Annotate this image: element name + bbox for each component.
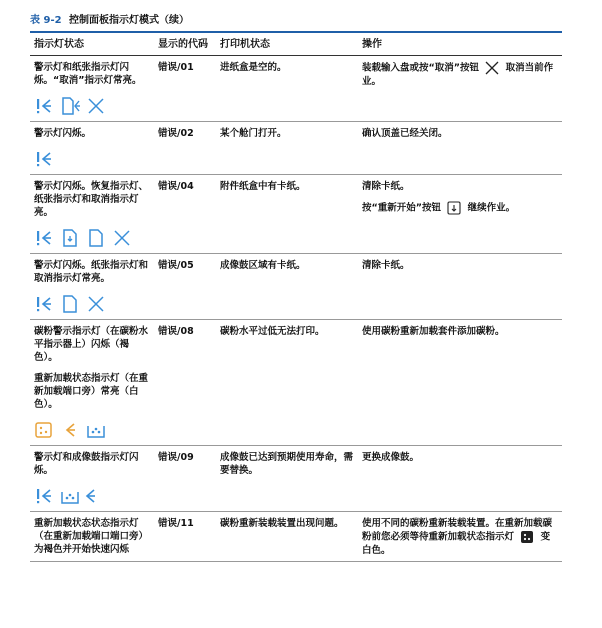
resume-instruction: 按“重新开始”按钮 xyxy=(362,202,441,214)
cell-printer-status: 某个舱门打开。 xyxy=(216,122,358,175)
status-text-2: 重新加载状态指示灯（在重新加载端口旁）常亮（白色）。 xyxy=(34,373,149,410)
table-title: 控制面板指示灯模式（续） xyxy=(69,15,190,26)
table-row xyxy=(30,175,562,254)
cell-action: 更换成像鼓。 xyxy=(358,446,562,512)
cell-printer-status: 成像鼓区域有卡纸。 xyxy=(216,254,358,320)
status-text: 碳粉警示指示灯（在碳粉水平指示器上）闪烁（褐色）。 xyxy=(34,326,149,363)
cell-light-status xyxy=(30,56,154,122)
light-icons xyxy=(34,227,150,249)
cell-code: 错误/11 xyxy=(154,512,216,562)
cell-code: 错误/08 xyxy=(154,320,216,446)
cell-printer-status: 碳粉水平过低无法打印。 xyxy=(216,320,358,446)
header-code: 显示的代码 xyxy=(154,34,216,56)
action-text: 装载输入盘或按“取消”按钮 xyxy=(362,62,479,74)
table-row xyxy=(30,122,562,175)
cell-light-status: 重新加载状态状态指示灯（在重新加载端口端口旁）为褐色并开始快速闪烁 xyxy=(30,512,154,562)
cancel-light-icon xyxy=(112,228,132,248)
drum-light-icon xyxy=(86,420,106,440)
reload-status-icon xyxy=(520,530,534,544)
light-icons xyxy=(34,293,150,315)
status-text: 警示灯和成像鼓指示灯闪烁。 xyxy=(34,452,139,476)
cell-action xyxy=(358,56,562,122)
cell-code: 错误/09 xyxy=(154,446,216,512)
light-icons xyxy=(34,95,150,117)
cell-code: 错误/01 xyxy=(154,56,216,122)
table-row xyxy=(30,56,562,122)
table-row xyxy=(30,320,562,446)
cell-action xyxy=(358,512,562,562)
table-caption xyxy=(30,11,189,26)
resume-button-icon xyxy=(447,201,461,215)
cell-light-status xyxy=(30,320,154,446)
toner-attention-icon xyxy=(60,420,80,440)
action-text-cont: 变白色。 xyxy=(362,531,551,556)
cell-printer-status: 成像鼓已达到预期使用寿命，需要替换。 xyxy=(216,446,358,512)
resume-instruction-cont: 继续作业。 xyxy=(467,202,516,214)
action-text: 使用不同的碳粉重新装载装置。在重新加载碳粉前您必须等待重新加载状态指示灯 xyxy=(362,518,553,543)
light-pattern-table xyxy=(30,34,562,562)
table-number: 表 9-2 xyxy=(30,15,62,26)
action-text-2 xyxy=(362,201,558,215)
paper-light-icon xyxy=(60,294,80,314)
attention-light-icon xyxy=(34,96,54,116)
toner-light-icon xyxy=(34,420,54,440)
cell-action: 使用碳粉重新加载套件添加碳粉。 xyxy=(358,320,562,446)
cell-action: 清除卡纸。 xyxy=(358,254,562,320)
header-light-status: 指示灯状态 xyxy=(30,34,154,56)
table-top-rule xyxy=(30,31,562,33)
resume-light-icon xyxy=(60,228,80,248)
cell-code: 错误/02 xyxy=(154,122,216,175)
attention-light-icon xyxy=(34,228,54,248)
cell-code: 错误/05 xyxy=(154,254,216,320)
table-header-row xyxy=(30,34,562,56)
cell-light-status xyxy=(30,122,154,175)
action-text: 清除卡纸。 xyxy=(362,181,410,192)
table-row xyxy=(30,446,562,512)
cell-printer-status: 附件纸盒中有卡纸。 xyxy=(216,175,358,254)
cell-printer-status: 碳粉重新装载装置出现问题。 xyxy=(216,512,358,562)
header-action: 操作 xyxy=(358,34,562,56)
cell-light-status xyxy=(30,254,154,320)
status-text: 警示灯和纸张指示灯闪烁。“取消”指示灯常亮。 xyxy=(34,62,142,86)
cell-code: 错误/04 xyxy=(154,175,216,254)
table-row xyxy=(30,512,562,562)
cell-printer-status: 进纸盒是空的。 xyxy=(216,56,358,122)
attention-light-icon xyxy=(34,294,54,314)
status-text: 警示灯闪烁。 xyxy=(34,128,92,139)
table-row xyxy=(30,254,562,320)
paper-light-icon xyxy=(86,228,106,248)
cell-light-status xyxy=(30,446,154,512)
cancel-light-icon xyxy=(86,294,106,314)
light-icons xyxy=(34,148,150,170)
light-icons xyxy=(34,485,150,507)
status-text: 警示灯闪烁。纸张指示灯和取消指示灯常亮。 xyxy=(34,260,149,284)
light-icons xyxy=(34,419,150,441)
drum-attention-icon xyxy=(60,486,100,506)
cell-action: 确认顶盖已经关闭。 xyxy=(358,122,562,175)
action-text-cont: 取消当前作业。 xyxy=(362,62,554,87)
paper-light-icon xyxy=(60,96,80,116)
cancel-button-icon xyxy=(485,61,499,75)
header-printer-status: 打印机状态 xyxy=(216,34,358,56)
attention-light-icon xyxy=(34,486,54,506)
cell-action xyxy=(358,175,562,254)
cell-light-status xyxy=(30,175,154,254)
status-text: 警示灯闪烁。恢复指示灯、纸张指示灯和取消指示灯亮。 xyxy=(34,181,149,218)
attention-light-icon xyxy=(34,149,54,169)
cancel-light-icon xyxy=(86,96,106,116)
